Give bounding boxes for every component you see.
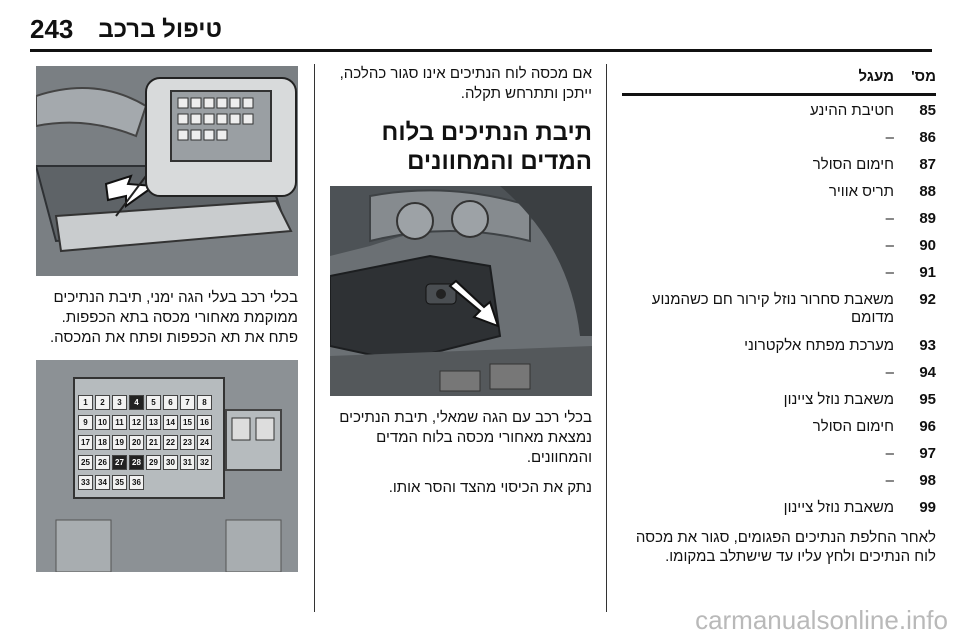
- fuse: 22: [163, 435, 178, 450]
- fuse: 30: [163, 455, 178, 470]
- fuse: 35: [112, 475, 127, 490]
- table-row: [622, 358, 936, 385]
- cover-removal-instruction: נתק את הכיסוי מהצד והסר אותו.: [388, 479, 592, 496]
- fusebox-layout-diagram: [36, 360, 298, 572]
- fuse: 34: [95, 475, 110, 490]
- fuse: 15: [180, 415, 195, 430]
- fuse-number: 96: [919, 418, 936, 435]
- left-column: [36, 66, 298, 572]
- fuse-number: 95: [919, 391, 936, 408]
- fuse-circuit: –: [885, 472, 894, 489]
- lhd-caption: בכלי רכב עם הגה שמאלי, תיבת הנתיכים נמצאת מאחורי מכסה בלוח המדים והמחוונים.: [339, 409, 592, 466]
- fuse: 2: [95, 395, 110, 410]
- fuse-circuit: –: [885, 129, 894, 146]
- table-row: [622, 385, 936, 412]
- table-row: [622, 439, 936, 466]
- fuse-number: 89: [919, 210, 936, 227]
- closing-instruction: לאחר החלפת הנתיכים הפגומים, סגור את מכסה לוח הנתיכים ולחץ עליו עד שישתלב במקומו.: [635, 529, 936, 565]
- table-body: [622, 96, 936, 520]
- fuse: 33: [78, 475, 93, 490]
- middle-column: [330, 64, 592, 498]
- fuse: 13: [146, 415, 161, 430]
- fuse-number: 94: [919, 364, 936, 381]
- section-heading: תיבת הנתיכים בלוח המדים והמחוונים: [381, 119, 592, 175]
- fuse: 23: [180, 435, 195, 450]
- fuse: 10: [95, 415, 110, 430]
- fuse-circuit: משאבת נוזל ציינון: [783, 391, 894, 408]
- fuse: 19: [112, 435, 127, 450]
- fuse-number: 98: [919, 472, 936, 489]
- fuse: 27: [112, 455, 127, 470]
- fuse-number: 91: [919, 264, 936, 281]
- lhd-fusebox-photo: [330, 186, 592, 396]
- fuse-circuit: תריס אוויר: [828, 183, 894, 200]
- fuse-circuit: חימום הסולר: [812, 418, 894, 435]
- fuse: 5: [146, 395, 161, 410]
- table-header: [622, 68, 936, 96]
- fuse: 18: [95, 435, 110, 450]
- fuse: 12: [129, 415, 144, 430]
- rhd-caption: בכלי רכב בעלי הגה ימני, תיבת הנתיכים ממוקמת מאחורי מכסה בתא הכפפות. פתח את תא הכפפות ופתח את המכסה.: [49, 289, 298, 346]
- fuse: 31: [180, 455, 195, 470]
- warning-text: אם מכסה לוח הנתיכים אינו סגור כהלכה, ייתכן ותתרחש תקלה.: [339, 65, 592, 102]
- fuse-circuit: מערכת מפתח אלקטרוני: [744, 337, 894, 354]
- fuse-circuit: –: [885, 210, 894, 227]
- fuse-number: 87: [919, 156, 936, 173]
- fuse: 16: [197, 415, 212, 430]
- table-row: [622, 177, 936, 204]
- fuse-circuit: חטיבת ההינע: [810, 102, 894, 119]
- fuse: 25: [78, 455, 93, 470]
- page-title: טיפול ברכב: [98, 16, 222, 43]
- table-row: [622, 150, 936, 177]
- fuse: 21: [146, 435, 161, 450]
- table-row: [622, 466, 936, 493]
- fuse: 26: [95, 455, 110, 470]
- fuse: 9: [78, 415, 93, 430]
- dashboard-illustration: [330, 186, 592, 396]
- fuse: 14: [163, 415, 178, 430]
- fuse-circuit: חימום הסולר: [812, 156, 894, 173]
- table-row: [622, 96, 936, 123]
- fuse-number: 85: [919, 102, 936, 119]
- column-divider-left: [314, 64, 315, 612]
- fuse-number: 92: [919, 291, 936, 308]
- fuse-number: 93: [919, 337, 936, 354]
- fuse: 17: [78, 435, 93, 450]
- fuse: 28: [129, 455, 144, 470]
- header-divider: [30, 49, 932, 52]
- column-divider-right: [606, 64, 607, 612]
- fuse-circuit: –: [885, 364, 894, 381]
- fuse: 6: [163, 395, 178, 410]
- rhd-glovebox-photo: [36, 66, 298, 276]
- fuse: 20: [129, 435, 144, 450]
- fuse: 8: [197, 395, 212, 410]
- fuse: 11: [112, 415, 127, 430]
- table-row: [622, 204, 936, 231]
- fuse-circuit: משאבת סחרור נוזל קירור חם כשהמנוע מדומם: [651, 291, 894, 326]
- column-header-circuit: מעגל: [858, 68, 894, 85]
- fuse-circuit: –: [885, 237, 894, 254]
- table-row: [622, 231, 936, 258]
- fuse: 32: [197, 455, 212, 470]
- fuse-number: 88: [919, 183, 936, 200]
- fuse: 7: [180, 395, 195, 410]
- column-header-number: מס': [911, 68, 936, 85]
- table-row: [622, 258, 936, 285]
- fuse-circuit: משאבת נוזל ציינון: [783, 499, 894, 516]
- table-row: [622, 412, 936, 439]
- fuse-number: 97: [919, 445, 936, 462]
- table-row: [622, 493, 936, 520]
- glovebox-illustration: [36, 66, 298, 276]
- fuse-table: [622, 68, 936, 566]
- fuse: 1: [78, 395, 93, 410]
- fuse-number: 86: [919, 129, 936, 146]
- fuse-grid: [76, 380, 226, 500]
- fuse: 36: [129, 475, 144, 490]
- fuse: 29: [146, 455, 161, 470]
- fuse: 4: [129, 395, 144, 410]
- fuse-circuit: –: [885, 445, 894, 462]
- page-number: 243: [30, 14, 74, 44]
- fuse-number: 99: [919, 499, 936, 516]
- fuse: 24: [197, 435, 212, 450]
- fuse-number: 90: [919, 237, 936, 254]
- fuse: 3: [112, 395, 127, 410]
- table-row: [622, 331, 936, 358]
- fuse-circuit: –: [885, 264, 894, 281]
- table-row: [622, 123, 936, 150]
- watermark: carmanualsonline.info: [695, 605, 948, 635]
- table-row: [622, 285, 936, 331]
